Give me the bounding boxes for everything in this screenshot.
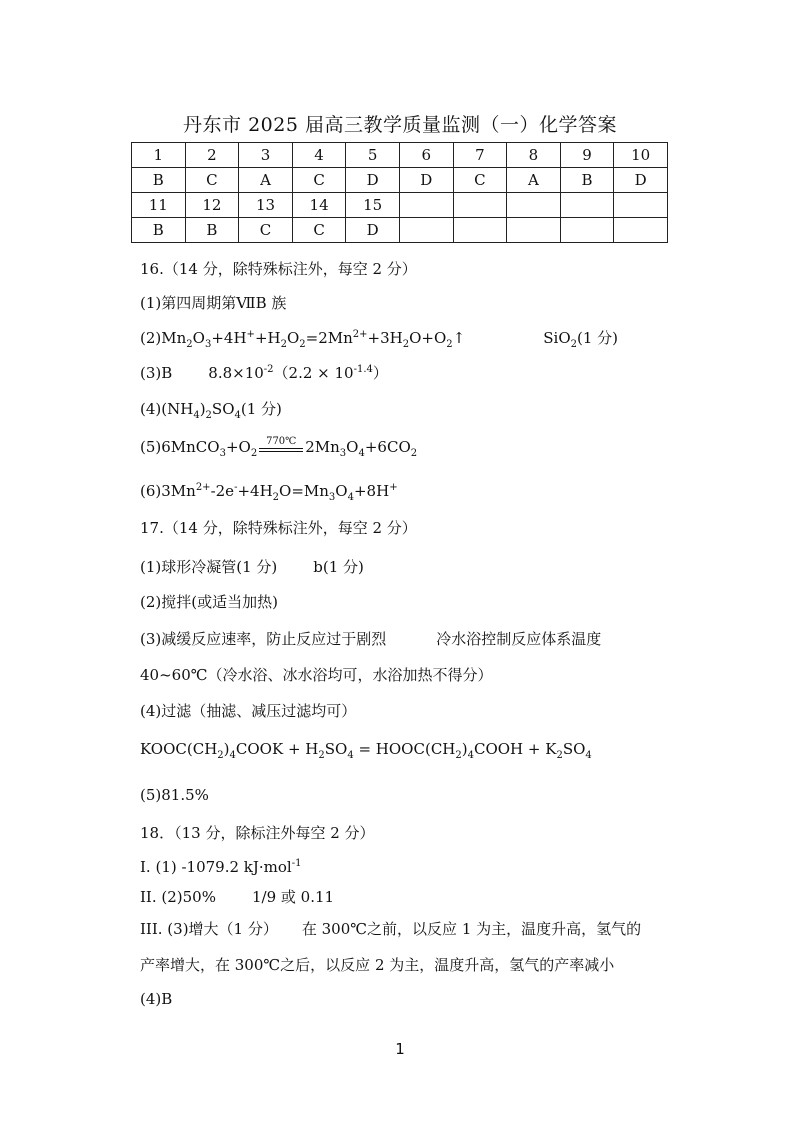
answer-cell: [507, 218, 561, 243]
question-number-cell: 10: [614, 143, 668, 168]
q17-header: 17.（14 分，除特殊标注外，每空 2 分）: [140, 519, 417, 537]
q18-part3: III. (3)增大（1 分） 在 300℃之前，以反应 1 为主，温度升高，氢气的: [140, 920, 642, 938]
answer-cell: [453, 218, 507, 243]
question-number-cell: [399, 193, 453, 218]
q17-part2: (2)搅拌(或适当加热): [140, 593, 278, 611]
answer-table: [131, 142, 668, 243]
answer-cell: C: [239, 218, 293, 243]
q17-part5: (5)81.5%: [140, 786, 209, 804]
question-number-cell: 3: [239, 143, 293, 168]
answer-cell: B: [132, 168, 186, 193]
answer-cell: C: [453, 168, 507, 193]
q16-part1: (1)第四周期第ⅦB 族: [140, 294, 287, 312]
q18-part2: II. (2)50% 1/9 或 0.11: [140, 888, 335, 906]
q16-header: 16.（14 分，除特殊标注外，每空 2 分）: [140, 260, 417, 278]
answer-cell: D: [346, 168, 400, 193]
q16-part3: (3)B $8.8\times 10^{-2}(2.2 \times 10^{-1.4})$: [140, 364, 388, 382]
q17-equation: $KOOC(CH_2)_4COOK + H_2SO_4$ = $HOOC(CH_2)_4COOH + K_2SO_4$: [140, 740, 592, 761]
page-number: 1: [395, 1040, 405, 1058]
q18-part1: I. (1) -1079.2 kJ·mol$^{-1}$: [140, 858, 302, 876]
question-number-cell: [507, 193, 561, 218]
question-number-cell: [614, 193, 668, 218]
answer-table-row: [132, 193, 668, 218]
q18-part4: (4)B: [140, 990, 173, 1008]
answer-cell: B: [560, 168, 614, 193]
question-number-cell: 9: [560, 143, 614, 168]
question-number-cell: 15: [346, 193, 400, 218]
answer-cell: A: [239, 168, 293, 193]
question-number-cell: 7: [453, 143, 507, 168]
page-title: 丹东市 2025 届高三教学质量监测（一）化学答案: [183, 114, 617, 136]
answer-cell: A: [507, 168, 561, 193]
answer-cell: C: [292, 168, 346, 193]
question-number-cell: 6: [399, 143, 453, 168]
q16-part2: $(2)Mn_2O_3+4H^++H_2O_2=2Mn^{2+}+3H_2O+O_2↑$ SiO$_2$(1 分): [140, 329, 619, 350]
question-number-cell: 1: [132, 143, 186, 168]
q17-part4: (4)过滤（抽滤、减压过滤均可）: [140, 702, 357, 720]
answer-table-row: [132, 143, 668, 168]
answer-cell: [560, 218, 614, 243]
question-number-cell: 4: [292, 143, 346, 168]
answer-cell: D: [399, 168, 453, 193]
question-number-cell: 8: [507, 143, 561, 168]
answer-cell: [614, 218, 668, 243]
answer-table-row: [132, 218, 668, 243]
reaction-condition: 770℃: [259, 436, 303, 460]
q18-part3-continued: 产率增大，在 300℃之后，以反应 2 为主，温度升高，氢气的产率减小: [140, 956, 615, 974]
question-number-cell: 2: [185, 143, 239, 168]
question-number-cell: 11: [132, 193, 186, 218]
q17-part3: (3)减缓反应速率，防止反应过于剧烈 冷水浴控制反应体系温度: [140, 630, 602, 648]
answer-cell: C: [185, 168, 239, 193]
answer-table-row: [132, 168, 668, 193]
q16-part5: $(5)6MnCO_3+O_2$ 770℃ $2Mn_3O_4+6CO_2$: [140, 436, 418, 459]
answer-cell: B: [185, 218, 239, 243]
q18-header: 18．（13 分，除标注外每空 2 分）: [140, 824, 375, 842]
q17-part3-continued: 40~60℃（冷水浴、冰水浴均可，水浴加热不得分）: [140, 666, 493, 684]
answer-cell: [399, 218, 453, 243]
question-number-cell: [453, 193, 507, 218]
question-number-cell: 12: [185, 193, 239, 218]
question-number-cell: 14: [292, 193, 346, 218]
question-number-cell: [560, 193, 614, 218]
answer-cell: D: [614, 168, 668, 193]
answer-cell: D: [346, 218, 400, 243]
answer-cell: C: [292, 218, 346, 243]
q16-part6: $(6)3Mn^{2+}-2e^-+4H_2O=Mn_3O_4+8H^+$: [140, 482, 398, 503]
answer-cell: B: [132, 218, 186, 243]
question-number-cell: 5: [346, 143, 400, 168]
question-number-cell: 13: [239, 193, 293, 218]
q16-part4: $(4)(NH_4)_2SO_4(1$ 分): [140, 400, 282, 421]
q17-part1: (1)球形冷凝管(1 分) b(1 分): [140, 558, 364, 576]
